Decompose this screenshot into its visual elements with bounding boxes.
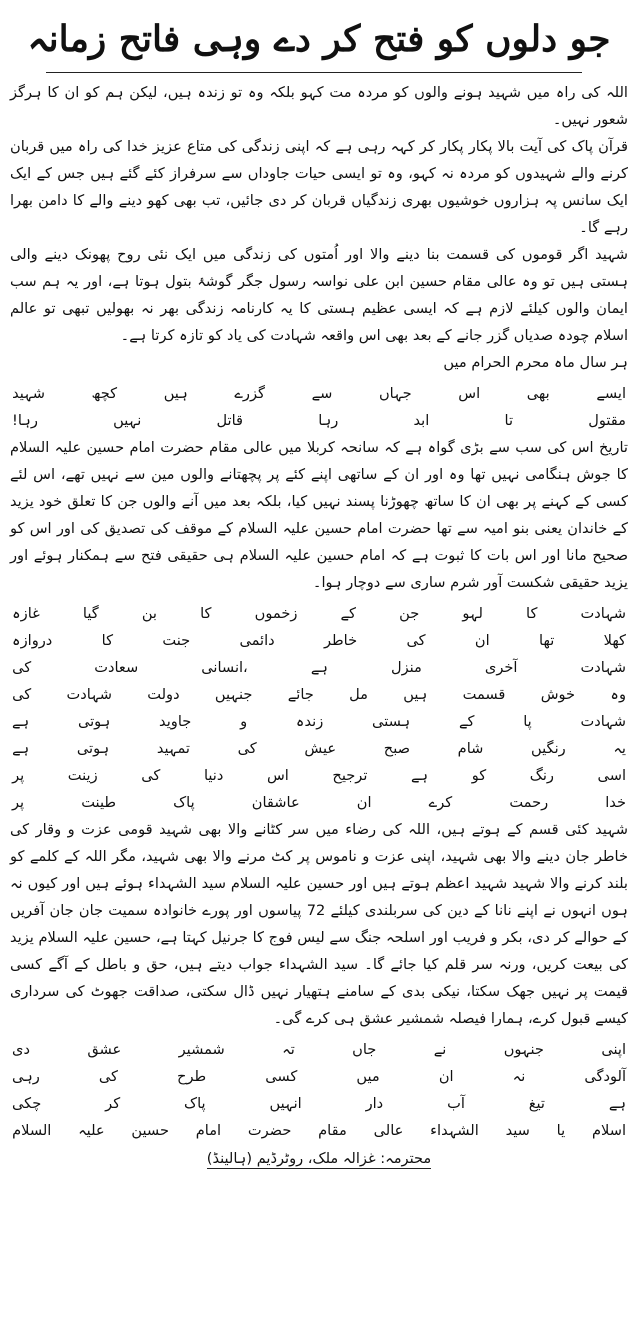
verse-word: کھلا — [603, 632, 626, 649]
verse-word: مقام — [318, 1122, 347, 1139]
verse-word: کی — [141, 767, 161, 784]
verse-line — [10, 627, 628, 654]
verse-word: عشق — [87, 1041, 122, 1058]
verse-word: نہیں — [113, 412, 142, 429]
verse-word: ہوتی — [77, 713, 111, 730]
paragraph-group-3 — [10, 816, 628, 1032]
verse-line — [10, 1090, 628, 1117]
verse-word: اسی — [597, 767, 626, 784]
verse-line — [10, 380, 628, 407]
verse-word: نہ — [512, 1068, 526, 1085]
verse-word: سعادت — [94, 659, 139, 676]
verse-word: امام — [195, 1122, 222, 1139]
verse-word: رہا! — [12, 412, 38, 429]
title-underline — [46, 72, 582, 73]
verse-word: پا — [523, 713, 532, 730]
verse-word: شہید — [12, 385, 45, 402]
verse-word: کرے — [428, 794, 453, 811]
verse-block-1 — [10, 380, 628, 434]
verse-word: دائمی — [239, 632, 275, 649]
paragraph: قرآن پاک کی آیت بالا پکار پکار کر کہہ رہی ہے کہ اپنی زندگی کی متاع عزیز خدا کی راہ میں قربان کرنے والے شہیدوں کو مردہ نہ کہو، وہ تو ایسی حیات جاوداں سے سرفراز کئے گئے ہیں جس کے ایک ایک سانس پہ ہزاروں خوشیوں بھری زندگیاں قربان کر دی جائیں، تب بھی کھو دینے والے کا دامن بھرا رہے گا۔ — [10, 138, 628, 236]
verse-word: آب — [447, 1095, 465, 1112]
verse-word: شہادت — [580, 659, 626, 676]
verse-word: آخری — [484, 659, 518, 676]
verse-word: خدا — [605, 794, 626, 811]
verse-word: عالی — [373, 1122, 404, 1139]
article-page — [6, 10, 632, 1336]
verse-word: جاوید — [159, 713, 192, 730]
verse-line — [10, 600, 628, 627]
verse-word: آلودگی — [584, 1068, 626, 1085]
verse-word: صبح — [383, 740, 410, 757]
author-credit — [10, 1148, 628, 1170]
verse-line — [10, 1036, 628, 1063]
verse-word: الشہداء — [430, 1122, 479, 1139]
verse-word: عیش — [304, 740, 337, 757]
verse-word: ہے — [12, 740, 30, 757]
verse-word: زینت — [67, 767, 98, 784]
verse-word: حضرت — [247, 1122, 292, 1139]
verse-word: عاشقان — [251, 794, 300, 811]
verse-word: پاک — [184, 1095, 206, 1112]
verse-word: جنت — [162, 632, 191, 649]
verse-word: پر — [12, 767, 25, 784]
verse-word: کی — [12, 659, 32, 676]
verse-line — [10, 735, 628, 762]
verse-word: پاک — [173, 794, 195, 811]
verse-line — [10, 1063, 628, 1090]
author-credit-text: محترمہ: غزالہ ملک، روٹرڈیم (ہالینڈ) — [206, 1150, 432, 1167]
verse-word: تا — [504, 412, 514, 429]
verse-word: گیا — [82, 605, 99, 622]
verse-word: علیہ — [78, 1122, 105, 1139]
verse-word: شہادت — [580, 713, 626, 730]
verse-word: کچھ — [91, 385, 118, 402]
verse-word: بن — [141, 605, 157, 622]
verse-word: کو — [471, 767, 487, 784]
verse-word: سید — [505, 1122, 530, 1139]
verse-block-2 — [10, 600, 628, 816]
verse-word: شام — [457, 740, 484, 757]
verse-word: ابد — [413, 412, 430, 429]
verse-word: ہوتی — [76, 740, 110, 757]
verse-word: جنہیں — [214, 686, 253, 703]
verse-line — [10, 681, 628, 708]
paragraph: تاریخ اس کی سب سے بڑی گواہ ہے کہ سانحہ کربلا میں عالی مقام حضرت امام حسین علیہ السلام کا جوش ہنگامی نہیں تھا وہ اور ان کے ساتھی اپنے کئے پر پچھتانے والوں مین سے نہیں تھے، اس لئے کسی کے کہنے پر بھی ان کا ساتھ چھوڑنا پسند نہیں کیا، بلکہ بعد میں آنے والوں جن کا تعلق خود یزید کے خاندان یعنی بنو امیہ سے تھا حضرت امام حسین علیہ السلام کے موقف کی تصدیق کی اور اس کو صحیح مانا اور اس بات کا ثبوت ہے کہ امام حسین علیہ السلام ہی حقیقی فتح سے ہمکنار ہوئے اور یزید حقیقی شکست آور شرم ساری سے دوچار ہوا۔ — [10, 439, 628, 591]
verse-word: کی — [98, 1068, 118, 1085]
verse-word: ایسے — [596, 385, 626, 402]
verse-word: کسی — [265, 1068, 298, 1085]
verse-word: قاتل — [216, 412, 244, 429]
verse-word: مل — [349, 686, 368, 703]
verse-line — [10, 1117, 628, 1144]
verse-word: اسلام — [591, 1122, 626, 1139]
verse-block-3 — [10, 1036, 628, 1144]
verse-word: نے — [433, 1041, 447, 1058]
verse-word: ہے — [608, 1095, 626, 1112]
verse-word: ان — [474, 632, 490, 649]
verse-word: کر — [105, 1095, 121, 1112]
verse-word: وہ — [610, 686, 626, 703]
verse-word: حسین — [131, 1122, 169, 1139]
verse-word: ہے — [310, 659, 328, 676]
verse-word: قسمت — [462, 686, 506, 703]
verse-word: خاطر — [324, 632, 358, 649]
verse-word: گزرے — [234, 385, 265, 402]
verse-word: جنہوں — [503, 1041, 544, 1058]
verse-word: کا — [526, 605, 538, 622]
verse-word: و — [240, 713, 248, 730]
verse-word: تمہید — [156, 740, 190, 757]
article-title: جو دلوں کو فتح کر دے وہی فاتح زمانہ — [27, 18, 611, 60]
verse-word: ،انسانی — [201, 659, 248, 676]
verse-word: تہ — [282, 1041, 295, 1058]
verse-word: کے — [340, 605, 356, 622]
verse-word: دی — [12, 1041, 30, 1058]
verse-word: چکی — [12, 1095, 42, 1112]
verse-line — [10, 708, 628, 735]
verse-word: مقتول — [588, 412, 626, 429]
verse-word: شہادت — [66, 686, 112, 703]
verse-word: زندہ — [295, 713, 324, 730]
paragraph: شہید کئی قسم کے ہوتے ہیں، اللہ کی رضاء میں سر کٹانے والا بھی شہید قومی عزت و وقار کی خاطر جان دینے والا بھی شہید، اپنی عزت و ناموس پر کٹ مرنے والا بھی شہید، مگر اللہ کے کلمے کو بلند کرنے والا شہید شہید اعظم ہوتے ہیں اور حسین علیہ السلام سید الشہداء ہوئے ہیں اور کیوں نہ ہوں انہوں نے اپنے نانا کے دین کی سربلندی کیلئے 72 پیاسوں اور پورے خانوادہ سمیت جان جان آفریں کے حوالے کر دی، بکر و فریب اور اسلحہ جنگ سے لیس فوج کا جرنیل کہتا ہے، حسین علیہ السلام یزید کی بیعت کریں، ورنہ سر قلم کیا جائے گا۔ سید الشہداء جواب دیتے ہیں، حق و باطل کے آگے کسی قیمت پر نہیں جھک سکتا، نیکی بدی کے سامنے ہتھیار نہیں ڈال سکتی، صداقت جھوٹ کی سرداری کیسے قبول کرے، ہمارا فیصلہ شمشیر عشق ہی کرے گی۔ — [10, 821, 628, 1027]
verse-word: زخموں — [254, 605, 298, 622]
verse-word: ہیں — [163, 385, 188, 402]
paragraph: ہر سال ماہ محرم الحرام میں — [443, 354, 628, 371]
verse-word: خوش — [540, 686, 576, 703]
verse-word: ہستی — [372, 713, 411, 730]
verse-word: میں — [356, 1068, 380, 1085]
verse-line — [10, 762, 628, 789]
verse-word: شہادت — [580, 605, 626, 622]
verse-word: رہی — [12, 1068, 40, 1085]
verse-word: سے — [311, 385, 333, 402]
verse-word: اس — [458, 385, 481, 402]
verse-word: ان — [438, 1068, 454, 1085]
verse-word: ہے — [410, 767, 429, 784]
verse-word: کی — [237, 740, 257, 757]
verse-word: غازہ — [12, 605, 40, 622]
verse-word: جن — [399, 605, 420, 622]
verse-word: طرح — [177, 1068, 207, 1085]
verse-line — [10, 654, 628, 681]
verse-word: تیغ — [528, 1095, 545, 1112]
verse-word: ترجیح — [332, 767, 368, 784]
verse-word: رہا — [318, 412, 339, 429]
verse-word: دروازہ — [12, 632, 53, 649]
verse-word: جائے — [287, 686, 314, 703]
verse-word: ان — [356, 794, 372, 811]
verse-word: رحمت — [509, 794, 549, 811]
verse-word: اپنی — [601, 1041, 626, 1058]
verse-word: منزل — [390, 659, 422, 676]
verse-word: ہیں — [403, 686, 428, 703]
verse-word: کے — [458, 713, 475, 730]
verse-word: ہے — [12, 713, 30, 730]
verse-word: یہ — [613, 740, 626, 757]
verse-word: پر — [12, 794, 25, 811]
verse-word: کا — [101, 632, 114, 649]
article-body — [6, 79, 632, 1170]
verse-word: بھی — [526, 385, 550, 402]
paragraph-group-2 — [10, 434, 628, 596]
verse-word: شمشیر — [178, 1041, 225, 1058]
verse-word: لہو — [462, 605, 483, 622]
verse-word: انہیں — [269, 1095, 302, 1112]
paragraph: اللہ کی راہ میں شہید ہونے والوں کو مردہ مت کہو بلکہ وہ تو زندہ ہیں، لیکن ہم کو ان کا ہرگز شعور نہیں۔ — [10, 84, 628, 128]
verse-word: کی — [12, 686, 32, 703]
verse-word: رنگیں — [531, 740, 566, 757]
verse-word: طینت — [81, 794, 116, 811]
verse-word: دولت — [147, 686, 180, 703]
verse-word: رنگ — [529, 767, 554, 784]
verse-word: کا — [200, 605, 212, 622]
verse-word: یا — [556, 1122, 566, 1139]
verse-word: السلام — [12, 1122, 52, 1139]
verse-word: دار — [365, 1095, 384, 1112]
verse-line — [10, 789, 628, 816]
paragraph: شہید اگر قوموں کی قسمت بنا دینے والا اور اُمتوں کی زندگی میں ایک نئی روح پھونک دینے والی ہستی ہیں تو وہ عالی مقام حسین ابن علی نواسہ رسول جگر گوشۂ بتول ہوتا ہے، اور یہ ہم سب ایمان والوں کیلئے لازم ہے کہ ایسی عظیم ہستی کا یہ کارنامہ زندگی بھر نہ بھولیں تبھی تو عالم اسلام چودہ صدیاں گزر جانے کے بعد بھی اس واقعہ شہادت کی یاد کو تازہ کرتا ہے۔ — [10, 246, 628, 344]
verse-word: دنیا — [203, 767, 224, 784]
verse-word: جاں — [352, 1041, 377, 1058]
verse-word: جہاں — [378, 385, 412, 402]
verse-word: تھا — [539, 632, 555, 649]
verse-line — [10, 407, 628, 434]
verse-word: کی — [406, 632, 426, 649]
paragraph-group-1 — [10, 79, 628, 376]
verse-word: اس — [266, 767, 289, 784]
